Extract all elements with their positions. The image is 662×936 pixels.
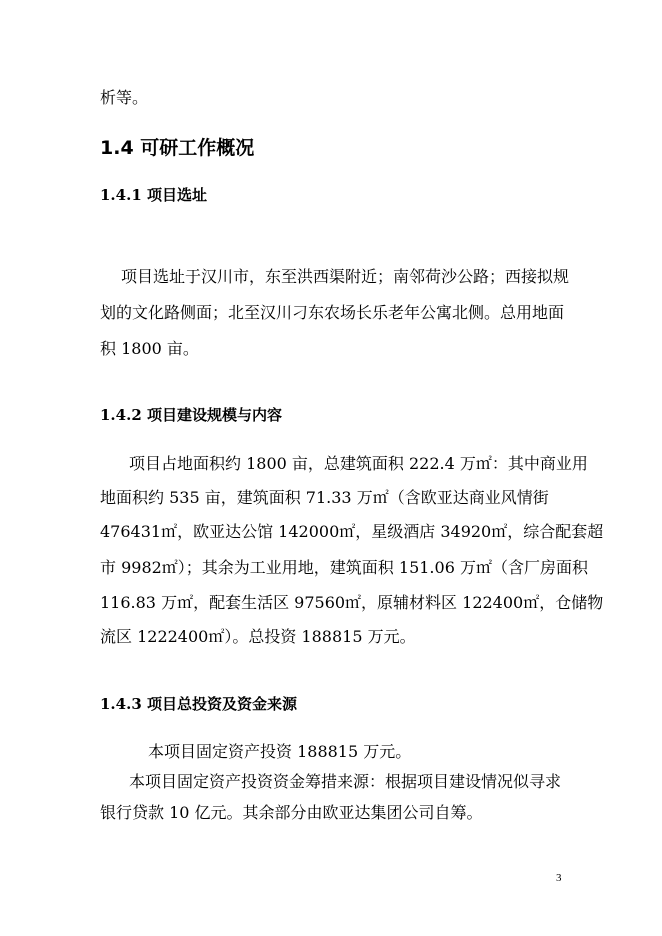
paragraph-line: 116.83 万㎡，配套生活区 97560㎡，原辅材料区 122400㎡，仓储物	[100, 593, 604, 612]
section-heading-1-4-1: 1.4.1 项目选址	[100, 186, 207, 204]
section-heading-1-4: 1.4 可研工作概况	[100, 137, 255, 159]
paragraph-line: 析等。	[100, 88, 149, 107]
paragraph-line: 银行贷款 10 亿元。其余部分由欧亚达集团公司自筹。	[100, 803, 483, 822]
section-heading-1-4-3: 1.4.3 项目总投资及资金来源	[100, 695, 297, 713]
section-heading-1-4-2: 1.4.2 项目建设规模与内容	[100, 406, 282, 424]
paragraph-line: 本项目固定资产投资资金筹措来源：根据项目建设情况似寻求	[129, 772, 562, 791]
paragraph-line: 地面积约 535 亩，建筑面积 71.33 万㎡（含欧亚达商业风情街	[100, 488, 549, 507]
paragraph-line: 476431㎡，欧亚达公馆 142000㎡，星级酒店 34920㎡，综合配套超	[100, 522, 604, 541]
paragraph-line: 项目占地面积约 1800 亩，总建筑面积 222.4 万㎡：其中商业用	[129, 454, 588, 473]
page-number: 3	[556, 872, 562, 884]
paragraph-line: 流区 1222400㎡）。总投资 188815 万元。	[100, 627, 416, 646]
paragraph-line: 本项目固定资产投资 188815 万元。	[148, 742, 412, 761]
paragraph-line: 积 1800 亩。	[100, 339, 199, 358]
paragraph-line: 划的文化路侧面；北至汉川刁东农场长乐老年公寓北侧。总用地面	[100, 303, 565, 322]
paragraph-line: 项目选址于汉川市，东至洪西渠附近；南邻荷沙公路；西接拟规	[121, 267, 570, 286]
paragraph-line: 市 9982㎡）；其余为工业用地，建筑面积 151.06 万㎡（含厂房面积	[100, 558, 588, 577]
